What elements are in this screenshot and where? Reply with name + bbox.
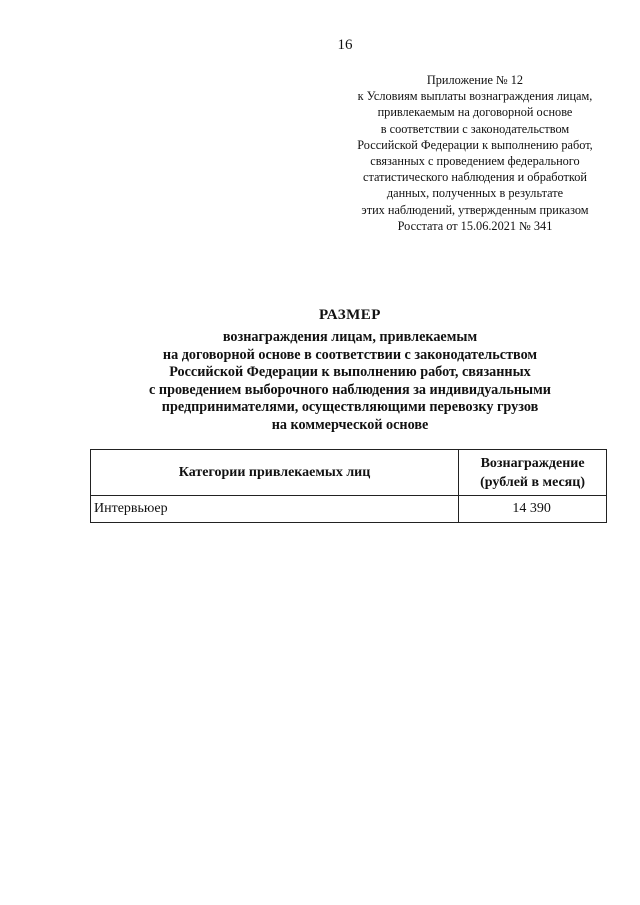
appendix-line: связанных с проведением федерального [370,154,580,169]
appendix-line: Приложение № 12 [426,73,524,87]
page-number: 16 [337,37,353,53]
appendix-line: к Условиям выплаты вознаграждения лицам, [357,89,593,104]
title-heading: РАЗМЕР [319,307,381,323]
title-subheading [90,329,610,435]
title-line: вознаграждения лицам, привлекаемым [222,329,478,345]
cell-reward: 14 390 [459,496,607,523]
appendix-line: привлекаемым на договорной основе [377,105,573,120]
appendix-line: Российской Федерации к выполнению работ, [357,137,593,152]
header-reward-line: (рублей в месяц) [480,474,585,490]
title-line: на договорной основе в соответствии с законодательством [162,346,538,363]
title-line: Российской Федерации к выполнению работ, связанных [169,364,531,381]
header-category: Категории привлекаемых лиц [91,450,459,496]
appendix-line: в соответствии с законодательством [380,121,570,136]
table-row [91,496,607,523]
appendix-line: статистического наблюдения и обработкой [362,170,587,185]
table-header-row [91,450,607,496]
header-reward-line: Вознаграждение [480,455,585,471]
cell-category: Интервьюер [91,496,459,523]
title-line: на коммерческой основе [271,416,429,433]
appendix-line: Росстата от 15.06.2021 № 341 [397,218,553,233]
appendix-line: данных, полученных в результате [386,186,564,201]
title-line: с проведением выборочного наблюдения за индивидуальными [149,381,551,398]
appendix-line: этих наблюдений, утвержденным приказом [361,202,589,217]
appendix-note [340,72,610,234]
reward-table [90,449,607,523]
document-title [90,305,610,435]
header-reward [459,450,607,496]
title-line: предпринимателями, осуществляющими перевозку грузов [161,399,539,416]
